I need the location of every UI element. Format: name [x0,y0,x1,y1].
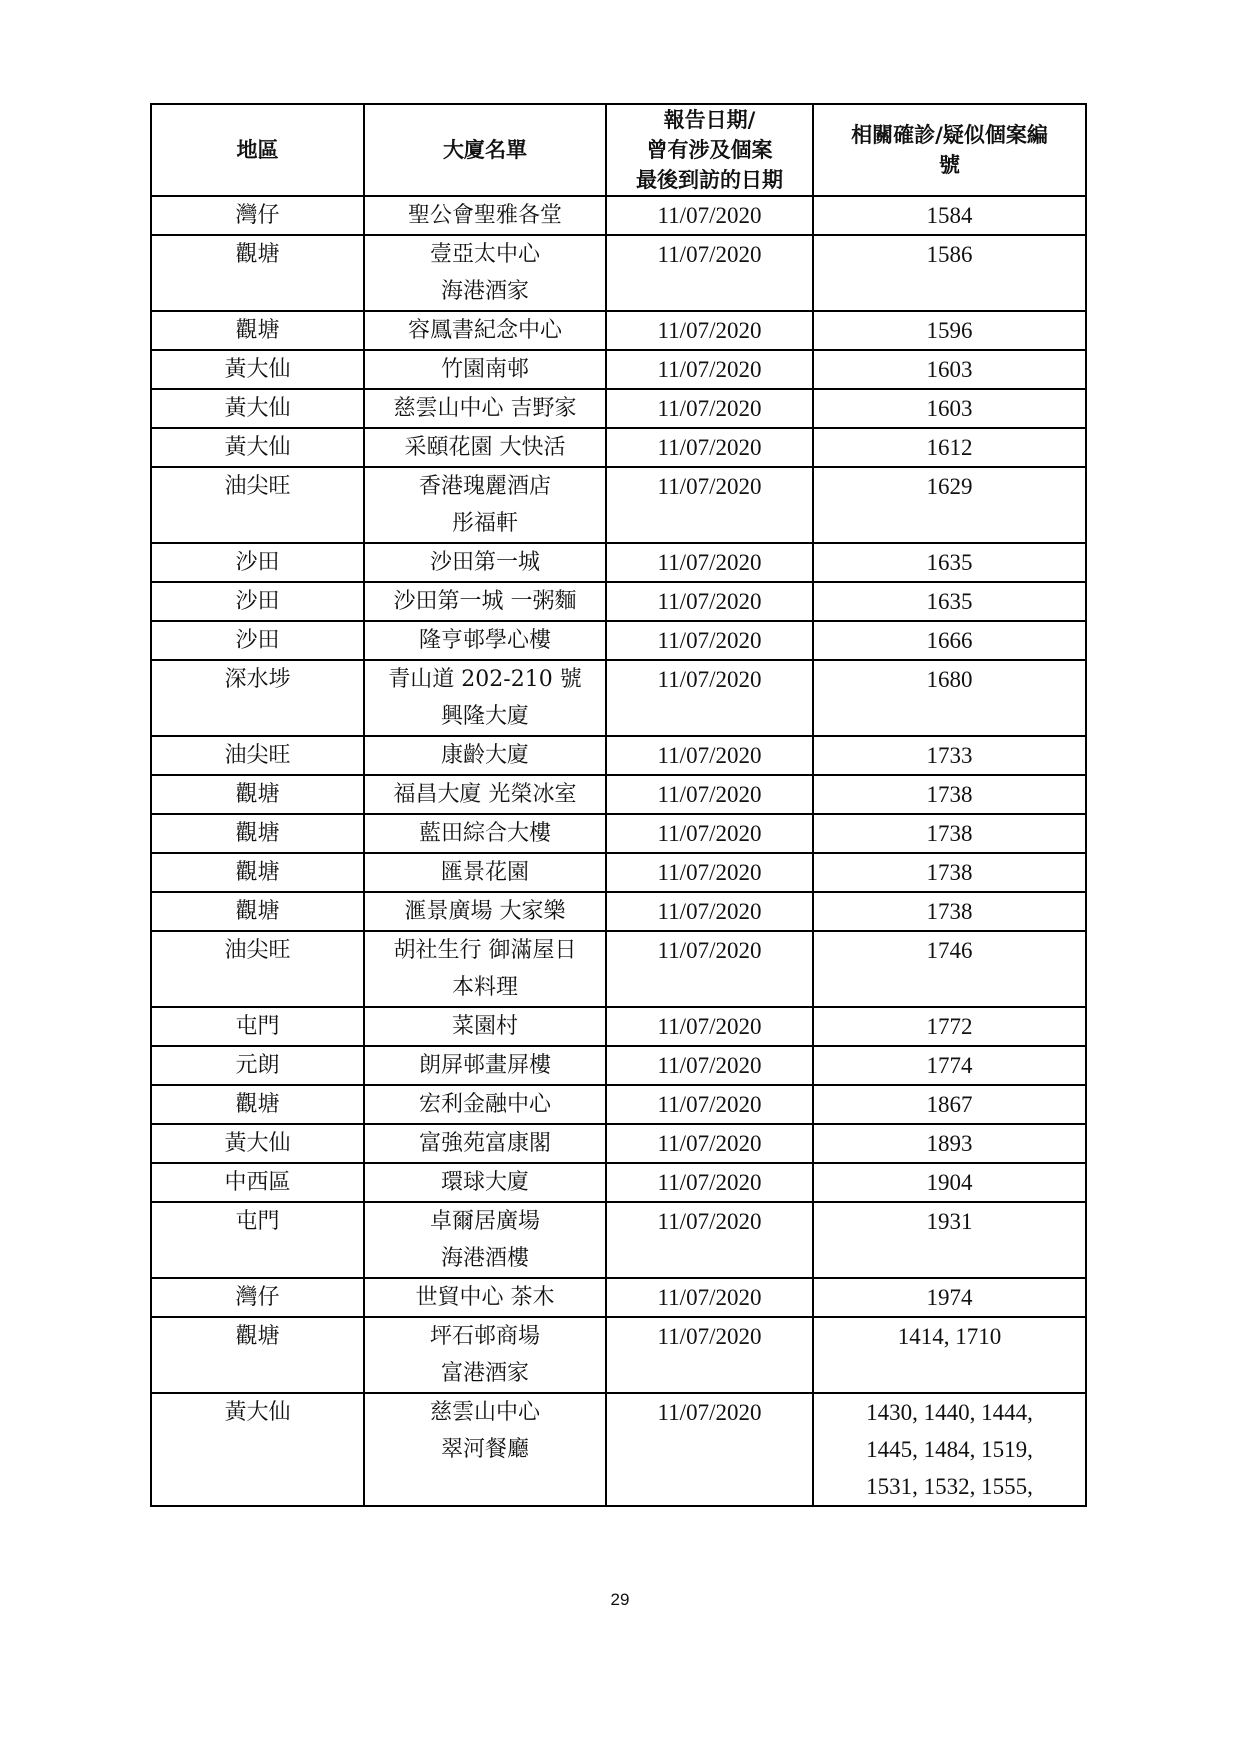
building-cell [364,1202,606,1278]
building-name-line: 慈雲山中心 [429,1400,540,1425]
building-cell [364,1007,606,1046]
building-cell [364,543,606,582]
date-cell: 11/07/2020 [606,1007,813,1046]
building-cell [364,775,606,814]
district-cell: 觀塘 [151,1317,364,1393]
table-row [151,389,1086,428]
case-numbers-line: 1733 [926,743,973,768]
building-name-line: 采頤花園 大快活 [404,435,566,460]
building-cell [364,736,606,775]
table-row [151,1278,1086,1317]
building-name-line: 富港酒家 [440,1361,529,1386]
building-name-line: 容鳳書紀念中心 [407,318,562,343]
header-cases-line: 號 [939,153,960,177]
case-numbers-line: 1893 [926,1131,973,1156]
case-numbers-line: 1445, 1484, 1519, [866,1437,1033,1462]
table-row [151,235,1086,311]
date-cell: 11/07/2020 [606,350,813,389]
case-numbers-line: 1774 [926,1053,973,1078]
case-building-table [150,103,1085,1507]
case-numbers-line: 1414, 1710 [897,1324,1002,1349]
table-row [151,892,1086,931]
building-name-line: 滙景廣場 大家樂 [404,899,566,924]
district-cell: 油尖旺 [151,931,364,1007]
building-name-line: 香港瑰麗酒店 [418,474,551,499]
building-name-line: 青山道 202-210 號 [388,667,582,692]
building-name-line: 卓爾居廣場 [429,1209,540,1234]
header-cases [813,104,1086,196]
header-cases-line: 相關確診/疑似個案編 [851,123,1048,147]
building-cell [364,1278,606,1317]
case-numbers-cell [813,621,1086,660]
case-numbers-cell [813,389,1086,428]
case-numbers-cell [813,235,1086,311]
building-cell [364,311,606,350]
case-numbers-cell [813,1085,1086,1124]
table-header-row [151,104,1086,196]
date-cell: 11/07/2020 [606,582,813,621]
case-numbers-cell [813,775,1086,814]
building-cell [364,1317,606,1393]
district-cell: 屯門 [151,1202,364,1278]
case-numbers-line: 1738 [926,860,973,885]
table-row [151,660,1086,736]
case-numbers-line: 1931 [926,1209,973,1234]
district-cell: 觀塘 [151,814,364,853]
date-cell: 11/07/2020 [606,1046,813,1085]
building-name-line: 聖公會聖雅各堂 [407,203,562,228]
table-row [151,1085,1086,1124]
case-numbers-line: 1603 [926,396,973,421]
building-name-line: 壹亞太中心 [429,242,540,267]
case-numbers-line: 1635 [926,550,973,575]
case-numbers-cell [813,1317,1086,1393]
building-name-line: 興隆大廈 [440,704,529,729]
table-body [151,196,1086,1506]
date-cell: 11/07/2020 [606,1317,813,1393]
case-numbers-line: 1629 [926,474,973,499]
table-row [151,1163,1086,1202]
table-row [151,543,1086,582]
header-building: 大廈名單 [364,104,606,196]
table-row [151,467,1086,543]
case-numbers-cell [813,196,1086,235]
table-row [151,931,1086,1007]
building-name-line: 福昌大廈 光榮冰室 [393,782,577,807]
case-numbers-cell [813,1393,1086,1506]
case-numbers-line: 1586 [926,242,973,267]
date-cell: 11/07/2020 [606,1202,813,1278]
building-cell [364,235,606,311]
district-cell: 灣仔 [151,196,364,235]
header-date-line: 曾有涉及個案 [646,138,773,162]
case-numbers-cell [813,1278,1086,1317]
building-cell [364,1046,606,1085]
building-cell [364,931,606,1007]
header-date [606,104,813,196]
district-cell: 灣仔 [151,1278,364,1317]
date-cell: 11/07/2020 [606,467,813,543]
district-cell: 黃大仙 [151,428,364,467]
header-district: 地區 [151,104,364,196]
case-numbers-line: 1746 [926,938,973,963]
building-name-line: 竹園南邨 [440,357,529,382]
date-cell: 11/07/2020 [606,1278,813,1317]
case-numbers-line: 1635 [926,589,973,614]
building-name-line: 慈雲山中心 吉野家 [393,396,577,421]
building-name-line: 翠河餐廳 [440,1437,529,1462]
case-numbers-line: 1738 [926,821,973,846]
building-name-line: 匯景花園 [440,860,529,885]
district-cell: 黃大仙 [151,350,364,389]
date-cell: 11/07/2020 [606,1085,813,1124]
district-cell: 元朗 [151,1046,364,1085]
case-numbers-cell [813,1202,1086,1278]
district-cell: 觀塘 [151,775,364,814]
building-cell [364,1163,606,1202]
building-cell [364,853,606,892]
date-cell: 11/07/2020 [606,311,813,350]
district-cell: 觀塘 [151,1085,364,1124]
table-row [151,311,1086,350]
table-row [151,775,1086,814]
case-numbers-cell [813,931,1086,1007]
district-cell: 沙田 [151,621,364,660]
date-cell: 11/07/2020 [606,853,813,892]
building-cell [364,467,606,543]
header-date-line: 報告日期/ [663,108,756,132]
date-cell: 11/07/2020 [606,736,813,775]
table-row [151,1124,1086,1163]
case-numbers-line: 1974 [926,1285,973,1310]
building-name-line: 菜園村 [451,1014,518,1039]
table-row [151,814,1086,853]
table-row [151,1007,1086,1046]
case-numbers-cell [813,1163,1086,1202]
case-numbers-line: 1680 [926,667,973,692]
building-cell [364,196,606,235]
date-cell: 11/07/2020 [606,1163,813,1202]
case-numbers-line: 1666 [926,628,973,653]
building-name-line: 彤福軒 [451,511,518,536]
case-numbers-cell [813,814,1086,853]
date-cell: 11/07/2020 [606,621,813,660]
table-row [151,736,1086,775]
table-row [151,350,1086,389]
district-cell: 觀塘 [151,235,364,311]
case-numbers-line: 1867 [926,1092,973,1117]
district-cell: 深水埗 [151,660,364,736]
case-numbers-line: 1612 [926,435,973,460]
building-name-line: 隆亨邨學心樓 [418,628,551,653]
building-name-line: 本料理 [451,975,518,1000]
date-cell: 11/07/2020 [606,814,813,853]
building-cell [364,814,606,853]
district-cell: 屯門 [151,1007,364,1046]
case-numbers-line: 1430, 1440, 1444, [866,1400,1033,1425]
district-cell: 觀塘 [151,311,364,350]
case-numbers-line: 1584 [926,203,973,228]
building-name-line: 沙田第一城 [429,550,540,575]
table-row [151,1317,1086,1393]
case-numbers-line: 1596 [926,318,973,343]
building-name-line: 海港酒家 [440,279,529,304]
building-cell [364,389,606,428]
district-cell: 沙田 [151,582,364,621]
district-cell: 油尖旺 [151,467,364,543]
case-numbers-cell [813,350,1086,389]
date-cell: 11/07/2020 [606,196,813,235]
case-numbers-line: 1603 [926,357,973,382]
building-name-line: 富強苑富康閣 [418,1131,551,1156]
case-numbers-cell [813,1124,1086,1163]
case-numbers-cell [813,428,1086,467]
date-cell: 11/07/2020 [606,543,813,582]
case-numbers-cell [813,467,1086,543]
building-name-line: 世貿中心 茶木 [415,1285,555,1310]
case-numbers-line: 1772 [926,1014,973,1039]
building-name-line: 沙田第一城 一粥麵 [393,589,577,614]
date-cell: 11/07/2020 [606,660,813,736]
building-name-line: 宏利金融中心 [418,1092,551,1117]
district-cell: 黃大仙 [151,1124,364,1163]
district-cell: 觀塘 [151,892,364,931]
district-cell: 黃大仙 [151,389,364,428]
table-row [151,621,1086,660]
date-cell: 11/07/2020 [606,931,813,1007]
table-row [151,582,1086,621]
table-row [151,853,1086,892]
case-numbers-line: 1531, 1532, 1555, [866,1474,1033,1499]
building-cell [364,1124,606,1163]
building-name-line: 朗屏邨畫屏樓 [418,1053,551,1078]
case-numbers-cell [813,311,1086,350]
table-row [151,196,1086,235]
case-numbers-cell [813,736,1086,775]
building-name-line: 藍田綜合大樓 [418,821,551,846]
building-name-line: 胡社生行 御滿屋日 [393,938,577,963]
table-row [151,1393,1086,1506]
building-cell [364,428,606,467]
header-date-line: 最後到訪的日期 [636,168,783,192]
case-numbers-line: 1738 [926,899,973,924]
table-row [151,1202,1086,1278]
page-number: 29 [610,1590,630,1609]
building-name-line: 環球大廈 [440,1170,529,1195]
building-cell [364,621,606,660]
date-cell: 11/07/2020 [606,775,813,814]
building-list-table [150,103,1087,1507]
case-numbers-cell [813,582,1086,621]
building-cell [364,660,606,736]
district-cell: 中西區 [151,1163,364,1202]
district-cell: 油尖旺 [151,736,364,775]
case-numbers-cell [813,892,1086,931]
district-cell: 黃大仙 [151,1393,364,1506]
date-cell: 11/07/2020 [606,892,813,931]
building-cell [364,582,606,621]
building-name-line: 海港酒樓 [440,1246,529,1271]
building-name-line: 坪石邨商場 [429,1324,540,1349]
case-numbers-cell [813,1007,1086,1046]
district-cell: 沙田 [151,543,364,582]
date-cell: 11/07/2020 [606,428,813,467]
table-row [151,1046,1086,1085]
case-numbers-cell [813,1046,1086,1085]
district-cell: 觀塘 [151,853,364,892]
case-numbers-cell [813,543,1086,582]
date-cell: 11/07/2020 [606,235,813,311]
building-cell [364,892,606,931]
case-numbers-cell [813,660,1086,736]
date-cell: 11/07/2020 [606,1393,813,1506]
date-cell: 11/07/2020 [606,1124,813,1163]
case-numbers-line: 1904 [926,1170,973,1195]
building-cell [364,1085,606,1124]
table-row [151,428,1086,467]
case-numbers-line: 1738 [926,782,973,807]
date-cell: 11/07/2020 [606,389,813,428]
case-numbers-cell [813,853,1086,892]
building-name-line: 康齡大廈 [440,743,529,768]
building-cell [364,1393,606,1506]
building-cell [364,350,606,389]
